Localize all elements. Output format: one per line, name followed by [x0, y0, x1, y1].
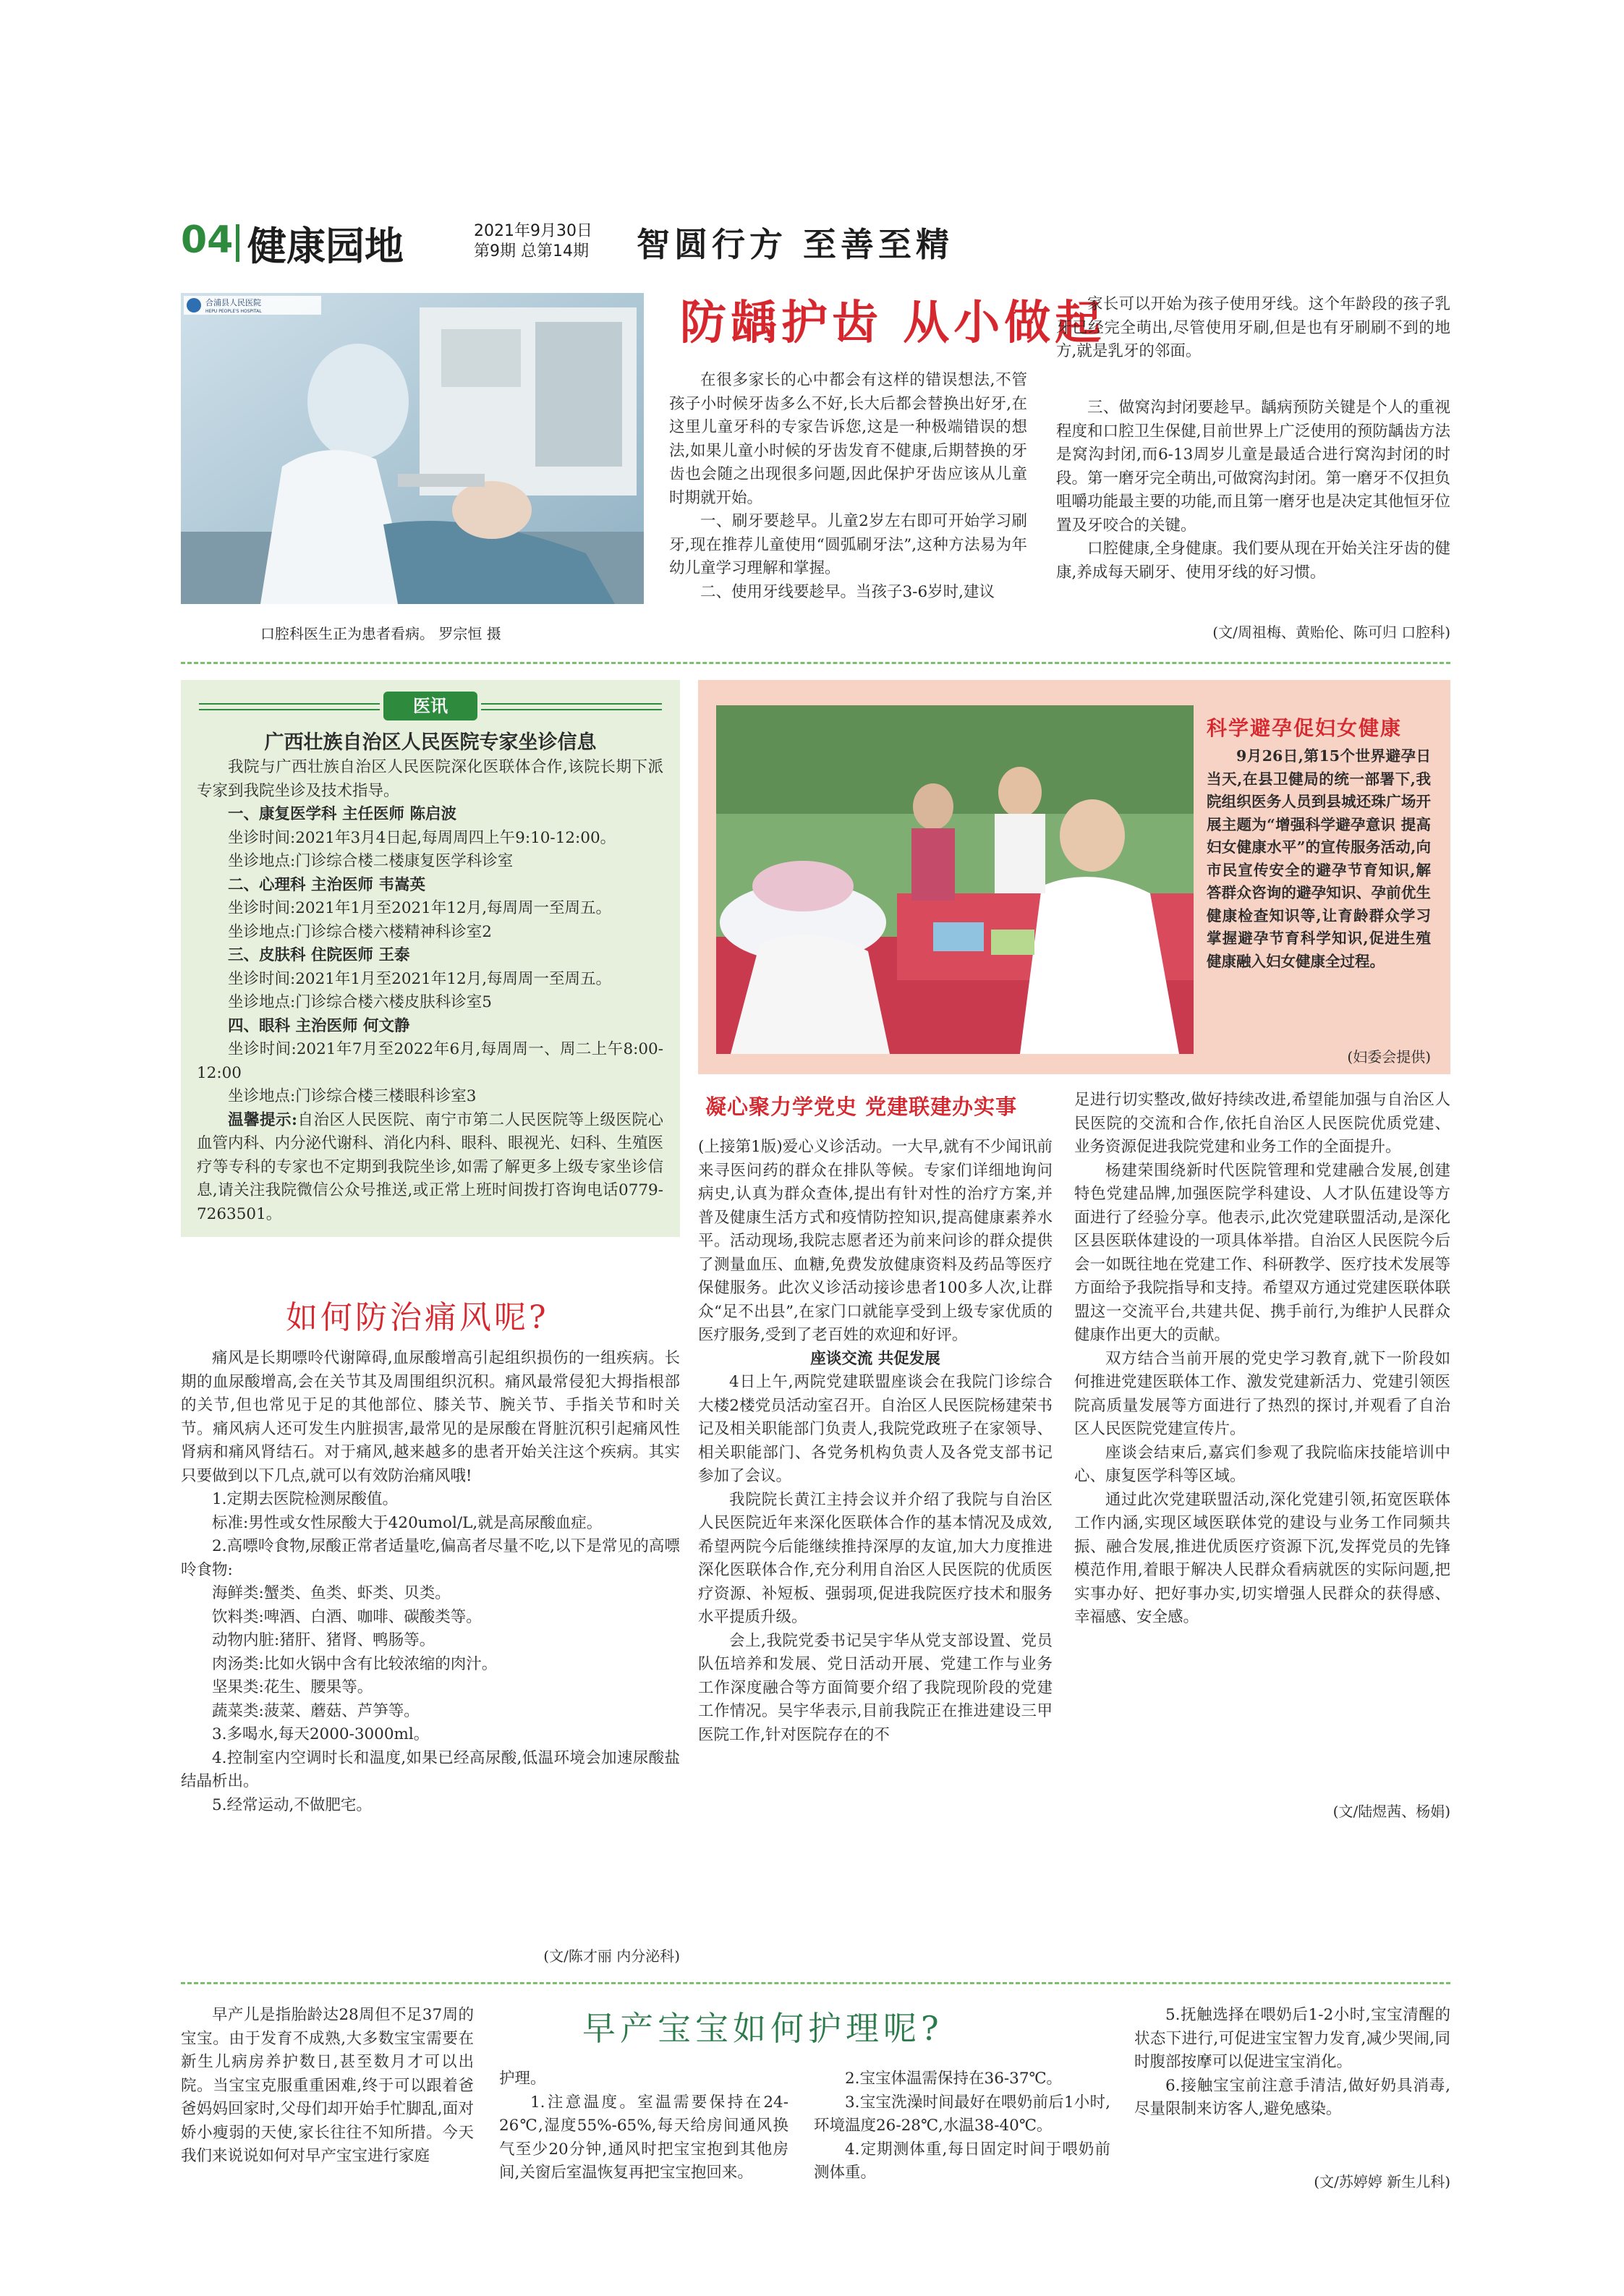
news-tip-label: 温馨提示:	[228, 1110, 297, 1129]
news-badge-line-left	[199, 703, 380, 705]
dental-photo-image	[181, 293, 644, 604]
hospital-motto: 智圆行方 至善至精	[637, 225, 954, 264]
party-para: 会上,我院党委书记吴宇华从党支部设置、党员队伍培养和发展、党日活动开展、党建工作与业务工作深度融合等方面简要介绍了我院现阶段的党建工作情况。吴宇华表示,目前我院正在推进建设三甲医院工作,针对医院存在的不	[698, 1631, 1053, 1744]
gout-line: 4.控制室内空调时长和温度,如果已经高尿酸,低温环境会加速尿酸盐结晶析出。	[181, 1748, 680, 1790]
preemie-col1	[181, 2004, 474, 2169]
news-item-time: 坐诊时间:2021年1月至2021年12月,每周周一至周五。	[228, 969, 612, 988]
preemie-para: 4.定期测体重,每日固定时间于喂奶前测体重。	[814, 2140, 1110, 2182]
gout-body	[181, 1347, 680, 1817]
news-badge-line-right	[481, 703, 662, 705]
preemie-credit: (文/苏婷婷 新生儿科)	[1314, 2173, 1450, 2190]
news-item-place: 坐诊地点:门诊综合楼二楼康复医学科诊室	[228, 852, 514, 870]
gout-line: 坚果类:花生、腰果等。	[212, 1678, 373, 1696]
gout-line: 肉汤类:比如火锅中含有比较浓缩的肉汁。	[212, 1654, 498, 1673]
gout-intro: 痛风是长期嘌呤代谢障碍,血尿酸增高引起组织损伤的一组疾病。长期的血尿酸增高,会在关节其及周围组织沉积。痛风最常侵犯大拇指根部的关节,但也常见于足的其他部位、膝关节、腕关节、手指关节和时关节。痛风病人还可发生内脏损害,最常见的是尿酸在肾脏沉积引起痛风性肾病和痛风肾结石。对于痛风,越来越多的患者开始关注这个疾病。其实只要做到以下几点,就可以有效防治痛风哦!	[181, 1349, 680, 1485]
contraception-photo-image	[716, 705, 1194, 1054]
section-divider	[181, 662, 1450, 664]
news-badge: 医讯	[383, 692, 477, 720]
news-item-head: 一、康复医学科 主任医师 陈启波	[228, 805, 456, 823]
party-para: (上接第1版)爱心义诊活动。一大早,就有不少闻讯前来寻医问药的群众在排队等候。专家们详细地询问病史,认真为群众查体,提出有针对性的治疗方案,并普及健康生活方式和疫情防控知识,提高健康素养水平。活动现场,我院志愿者还为前来问诊的群众提供了测量血压、血糖,免费发放健康资料及药品等医疗保健服务。此次义诊活动接诊患者100多人次,让群众“足不出县”,在家门口就能享受到上级专家优质的医疗服务,受到了老百姓的欢迎和好评。	[698, 1138, 1053, 1344]
dental-photo-caption: 口腔科医生正为患者看病。 罗宗恒 摄	[260, 625, 501, 642]
preemie-para: 5.抚触选择在喂奶后1-2小时,宝宝清醒的状态下进行,可促进宝宝智力发育,减少哭闹,同时腹部按摩可以促进宝宝消化。	[1134, 2006, 1450, 2071]
party-para: 通过此次党建联盟活动,深化党建引领,拓宽医联体工作内涵,实现区域医联体党的建设与业务工作同频共振、融合发展,推进优质医疗资源下沉,发挥党员的先锋模范作用,着眼于解决人民群众看病就医的实际问题,把实事办好、把好事办实,切实增强人民群众的获得感、幸福感、安全感。	[1074, 1490, 1450, 1626]
party-credit: (文/陆煜茜、杨娟)	[1332, 1803, 1450, 1820]
news-item-place: 坐诊地点:门诊综合楼六楼皮肤科诊室5	[228, 993, 492, 1011]
gout-line: 3.多喝水,每天2000-3000ml。	[212, 1725, 430, 1743]
preemie-title: 早产宝宝如何护理呢?	[582, 2009, 943, 2048]
preemie-para: 2.宝宝体温需保持在36-37℃。	[845, 2070, 1063, 2088]
news-item-head: 二、心理科 主治医师 韦嵩英	[228, 875, 425, 894]
contraception-para: 9月26日,第15个世界避孕日当天,在县卫健局的统一部署下,我院组织医务人员到县城还珠广场开展主题为“增强科学避孕意识 提高妇女健康水平”的宣传服务活动,向市民宣传安全的避孕节育知识,解答群众咨询的避孕知识、孕前优生健康检查知识等,让育龄群众学习掌握避孕节育科学知识,促进生殖健康融入妇女健康全过程。	[1207, 747, 1431, 970]
photo-logo-text: 合浦县人民医院	[205, 298, 261, 307]
dental-para: 三、做窝沟封闭要趁早。龋病预防关键是个人的重视程度和口腔卫生保健,目前世界上广泛使用的预防龋齿方法是窝沟封闭,而6-13周岁儿童是最适合进行窝沟封闭的时段。第一磨牙完全萌出,可做窝沟封闭。第一磨牙不仅担负咀嚼功能最主要的功能,而且第一磨牙也是决定其他恒牙位置及牙咬合的关键。	[1056, 399, 1450, 535]
issue-number: 第9期 总第14期	[474, 242, 589, 260]
news-item-head: 三、皮肤科 住院医师 王泰	[228, 946, 410, 964]
preemie-para: 早产儿是指胎龄达28周但不足37周的宝宝。由于发育不成熟,大多数宝宝需要在新生儿病房养护数日,甚至数月才可以出院。当宝宝克服重重困难,终于可以跟着爸爸妈妈回家时,父母们却开始手忙脚乱,面对娇小瘦弱的天使,家长往往不知所措。今天我们来说说如何对早产宝宝进行家庭	[181, 2006, 474, 2165]
news-item-time: 坐诊时间:2021年7月至2022年6月,每周周一、周二上午8:00-12:00	[197, 1040, 663, 1082]
gout-line: 蔬菜类:菠菜、蘑菇、芦笋等。	[212, 1701, 420, 1720]
dental-para: 家长可以开始为孩子使用牙线。这个年龄段的孩子乳牙已经完全萌出,尽管使用牙刷,但是也有牙刷刷不到的地方,就是乳牙的邻面。	[1056, 295, 1450, 360]
contraception-title: 科学避孕促妇女健康	[1207, 716, 1403, 740]
gout-line: 2.高嘌呤食物,尿酸正常者适量吃,偏高者尽量不吃,以下是常见的高嘌呤食物:	[181, 1537, 680, 1579]
contraception-body	[1207, 745, 1431, 973]
gout-title: 如何防治痛风呢?	[286, 1299, 549, 1336]
dental-credit: (文/周祖梅、黄贻伦、陈可归 口腔科)	[1212, 624, 1450, 641]
contraception-photo	[716, 705, 1194, 1054]
preemie-para: 3.宝宝洗澡时间最好在喂奶前后1小时,环境温度26-28℃,水温38-40℃。	[814, 2093, 1110, 2135]
party-para: 双方结合当前开展的党史学习教育,就下一阶段如何推进党建医联体工作、激发党建新活力、党建引领医院高质量发展等方面进行了热烈的探讨,并观看了自治区人民医院党建宣传片。	[1074, 1349, 1450, 1438]
party-subtitle: 座谈交流 共促发展	[810, 1349, 940, 1368]
preemie-para: 1.注意温度。室温需要保持在24-26℃,湿度55%-65%,每天给房间通风换气至少20分钟,通风时把宝宝抱到其他房间,关窗后室温恢复再把宝宝抱回来。	[499, 2093, 788, 2182]
section-divider	[181, 1982, 1450, 1984]
news-item-time: 坐诊时间:2021年3月4日起,每周周四上午9:10-12:00。	[228, 828, 616, 847]
gout-line: 饮料类:啤酒、白酒、咖啡、碳酸类等。	[212, 1607, 482, 1626]
news-intro: 我院与广西壮族自治区人民医院深化医联体合作,该院长期下派专家到我院坐诊及技术指导。	[197, 758, 663, 800]
dental-col1	[669, 369, 1027, 604]
party-para: 杨建荣围绕新时代医院管理和党建融合发展,创建特色党建品牌,加强医院学科建设、人才队伍建设等方面进行了经验分享。他表示,此次党建联盟活动,是深化区县医联体建设的一项具体举措。自治区人民医院今后会一如既往地在党建工作、科研教学、医疗技术发展等方面给予我院指导和支持。希望双方通过党建医联体联盟这一交流平台,共建共促、携手前行,为维护人民群众健康作出更大的贡献。	[1074, 1161, 1450, 1344]
preemie-col3	[814, 2067, 1110, 2185]
gout-line: 动物内脏:猪肝、猪肾、鸭肠等。	[212, 1631, 435, 1649]
news-badge-line-right	[481, 709, 662, 710]
gout-line: 1.定期去医院检测尿酸值。	[212, 1490, 399, 1508]
section-title: 健康园地	[247, 223, 404, 269]
gout-credit: (文/陈才丽 内分泌科)	[543, 1947, 680, 1965]
party-para: 4日上午,两院党建联盟座谈会在我院门诊综合大楼2楼党员活动室召开。自治区人民医院杨建荣书记及相关职能部门负责人,我院党政班子在家领导、相关职能部门、各党务机构负责人及各党支部书记参加了会议。	[698, 1373, 1053, 1485]
news-item-place: 坐诊地点:门诊综合楼三楼眼科诊室3	[228, 1087, 477, 1105]
preemie-para: 护理。	[499, 2070, 546, 2088]
preemie-col4	[1134, 2004, 1450, 2122]
news-item-time: 坐诊时间:2021年1月至2021年12月,每周周一至周五。	[228, 899, 612, 917]
party-title: 凝心聚力学党史 党建联建办实事	[705, 1094, 1018, 1119]
party-col2	[1074, 1089, 1450, 1630]
dental-photo	[181, 293, 644, 604]
news-item-place: 坐诊地点:门诊综合楼六楼精神科诊室2	[228, 922, 492, 941]
page-header	[181, 217, 1447, 268]
dental-para: 口腔健康,全身健康。我们要从现在开始关注牙齿的健康,养成每天刷牙、使用牙线的好习惯。	[1056, 540, 1450, 582]
dental-para: 一、刷牙要趁早。儿童2岁左右即可开始学习刷牙,现在推荐儿童使用“圆弧刷牙法”,这种方法易为年幼儿童学习理解和掌握。	[669, 512, 1027, 577]
news-tip-text: 自治区人民医院、南宁市第二人民医院等上级医院心血管内科、内分泌代谢科、消化内科、眼科、眼视光、妇科、生殖医疗等专科的专家也不定期到我院坐诊,如需了解更多上级专家坐诊信息,请关注我院微信公众号推送,或正常上班时间拨打咨询电话0779-7263501。	[197, 1110, 664, 1223]
dental-para: 二、使用牙线要趁早。当孩子3-6岁时,建议	[700, 582, 995, 601]
party-para: 足进行切实整改,做好持续改进,希望能加强与自治区人民医院的交流和合作,依托自治区人民医院优质党建、业务资源促进我院党建和业务工作的全面提升。	[1074, 1091, 1450, 1156]
contraception-credit: (妇委会提供)	[1347, 1048, 1431, 1066]
news-title: 广西壮族自治区人民医院专家坐诊信息	[264, 731, 597, 754]
dental-col2	[1056, 396, 1450, 584]
dental-article-title: 防龋护齿 从小做起	[680, 296, 1106, 350]
party-para: 座谈会结束后,嘉宾们参观了我院临床技能培训中心、康复医学科等区域。	[1074, 1443, 1450, 1485]
party-para: 我院院长黄江主持会议并介绍了我院与自治区人民医院近年来深化医联体合作的基本情况及成效,希望两院今后能继续推持深厚的友谊,加大力度推进深化医联体合作,充分利用自治区人民医院的优质医疗资源、补短板、强弱项,促进我院医疗技术和服务水平提质升级。	[698, 1490, 1053, 1626]
header-divider	[236, 224, 239, 262]
news-badge-line-left	[199, 709, 380, 710]
dental-para: 在很多家长的心中都会有这样的错误想法,不管孩子小时候牙齿多么不好,长大后都会替换出好牙,在这里儿童牙科的专家告诉您,这是一种极端错误的想法,如果儿童小时候的牙齿发育不健康,后期替换的牙齿也会随之出现很多问题,因此保护牙齿应该从儿童时期就开始。	[669, 371, 1027, 507]
gout-line: 海鲜类:蟹类、鱼类、虾类、贝类。	[212, 1584, 451, 1602]
page-number: 04	[181, 218, 234, 262]
news-body	[197, 756, 663, 1226]
photo-logo-subtext: HEPU PEOPLE'S HOSPITAL	[205, 309, 262, 314]
preemie-para: 6.接触宝宝前注意手清洁,做好奶具消毒,尽量限制来访客人,避免感染。	[1134, 2076, 1450, 2118]
news-tip	[197, 1109, 663, 1227]
preemie-col2	[499, 2067, 788, 2185]
issue-date: 2021年9月30日	[474, 222, 592, 240]
gout-line: 标准:男性或女性尿酸大于420umol/L,就是高尿酸血症。	[212, 1513, 603, 1532]
party-col1	[698, 1136, 1053, 1747]
gout-line: 5.经常运动,不做肥宅。	[212, 1795, 372, 1814]
dental-col2-top	[1056, 293, 1450, 364]
news-item-head: 四、眼科 主治医师 何文静	[228, 1016, 410, 1035]
